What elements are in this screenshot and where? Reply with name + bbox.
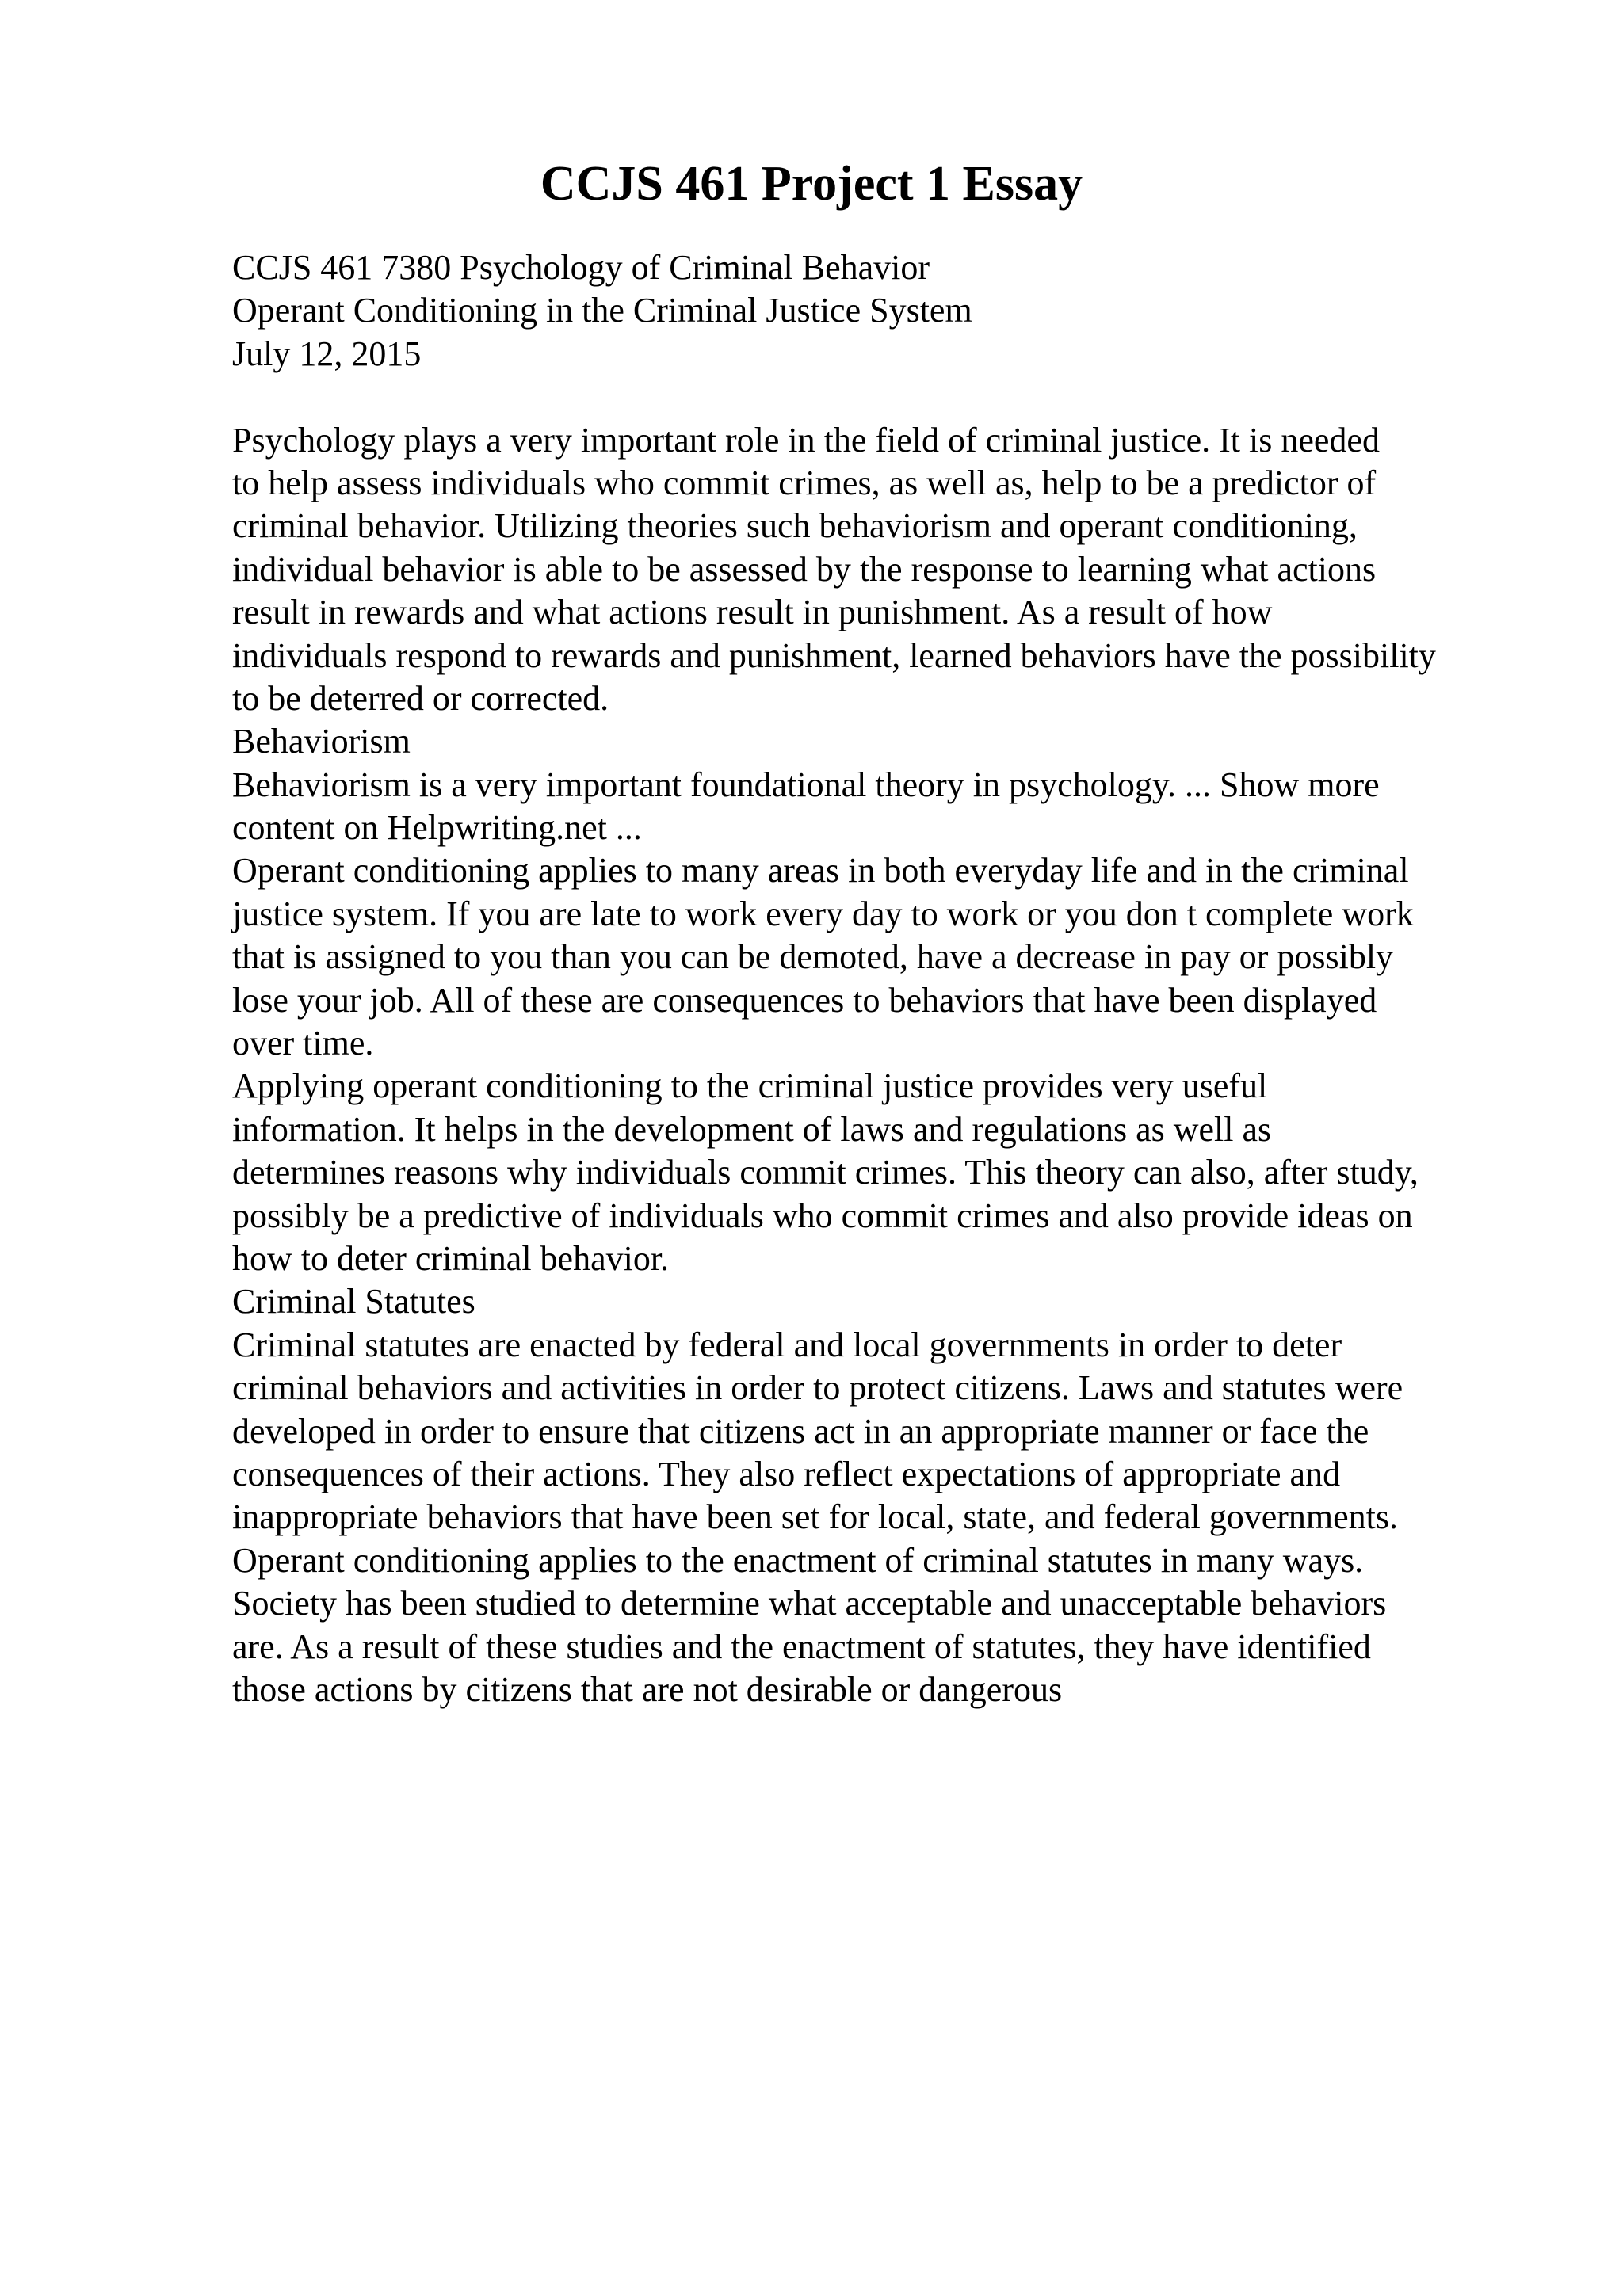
behaviorism-paragraph (232, 764, 1532, 850)
text-line: result in rewards and what actions result in punishment. As a result of how (232, 593, 1273, 632)
text-line: to be deterred or corrected. (232, 678, 609, 718)
intro-paragraph (232, 419, 1532, 721)
operant-paragraph (232, 849, 1532, 1065)
text-line: those actions by citizens that are not desirable or dangerous (232, 1669, 1063, 1709)
text-line: lose your job. All of these are consequences to behaviors that have been displayed (232, 980, 1377, 1020)
text-line: consequences of their actions. They also reflect expectations of appropriate and (232, 1454, 1341, 1493)
text-line: individuals respond to rewards and punishment, learned behaviors have the possibility (232, 635, 1436, 675)
document-title: CCJS 461 Project 1 Essay (540, 157, 1083, 211)
text-line: how to deter criminal behavior. (232, 1238, 670, 1278)
text-line: Psychology plays a very important role in the field of criminal justice. It is needed (232, 420, 1380, 460)
text-line: Behaviorism is a very important foundational theory in psychology. ... Show more (232, 765, 1380, 804)
section-heading-criminal-statutes: Criminal Statutes (232, 1282, 475, 1322)
paragraph-spacer (232, 376, 1532, 418)
text-line: over time. (232, 1024, 374, 1063)
header-course: CCJS 461 7380 Psychology of Criminal Behavior (232, 248, 930, 287)
text-line: Operant conditioning applies to the enactment of criminal statutes in many ways. (232, 1540, 1364, 1580)
header-date: July 12, 2015 (232, 334, 422, 373)
text-line: developed in order to ensure that citizens act in an appropriate manner or face the (232, 1411, 1369, 1451)
text-line: justice system. If you are late to work every day to work or you don t complete work (232, 894, 1414, 933)
document-body (232, 246, 1532, 1711)
statutes-paragraph (232, 1324, 1532, 1712)
header-topic: Operant Conditioning in the Criminal Justice System (232, 291, 972, 330)
text-line: criminal behavior. Utilizing theories such behaviorism and operant conditioning, (232, 506, 1358, 546)
text-line: inappropriate behaviors that have been set for local, state, and federal governments. (232, 1497, 1398, 1537)
text-line: to help assess individuals who commit crimes, as well as, help to be a predictor of (232, 463, 1377, 502)
text-line: Society has been studied to determine what acceptable and unacceptable behaviors (232, 1584, 1387, 1623)
text-line: information. It helps in the development of laws and regulations as well as (232, 1109, 1272, 1149)
text-line: Operant conditioning applies to many areas in both everyday life and in the criminal (232, 851, 1409, 891)
text-line: individual behavior is able to be assessed by the response to learning what actions (232, 549, 1377, 589)
applying-paragraph (232, 1065, 1532, 1280)
text-line: content on Helpwriting.net ... (232, 808, 642, 848)
text-line: determines reasons why individuals commit crimes. This theory can also, after study, (232, 1153, 1419, 1192)
text-line: possibly be a predictive of individuals who commit crimes and also provide ideas on (232, 1196, 1413, 1235)
text-line: that is assigned to you than you can be demoted, have a decrease in pay or possibly (232, 937, 1394, 977)
text-line: Criminal statutes are enacted by federal and local governments in order to deter (232, 1325, 1342, 1364)
text-line: are. As a result of these studies and the enactment of statutes, they have identified (232, 1627, 1371, 1666)
text-line: criminal behaviors and activities in order to protect citizens. Laws and statutes were (232, 1368, 1403, 1408)
section-heading-behaviorism: Behaviorism (232, 722, 411, 761)
text-line: Applying operant conditioning to the criminal justice provides very useful (232, 1066, 1268, 1106)
